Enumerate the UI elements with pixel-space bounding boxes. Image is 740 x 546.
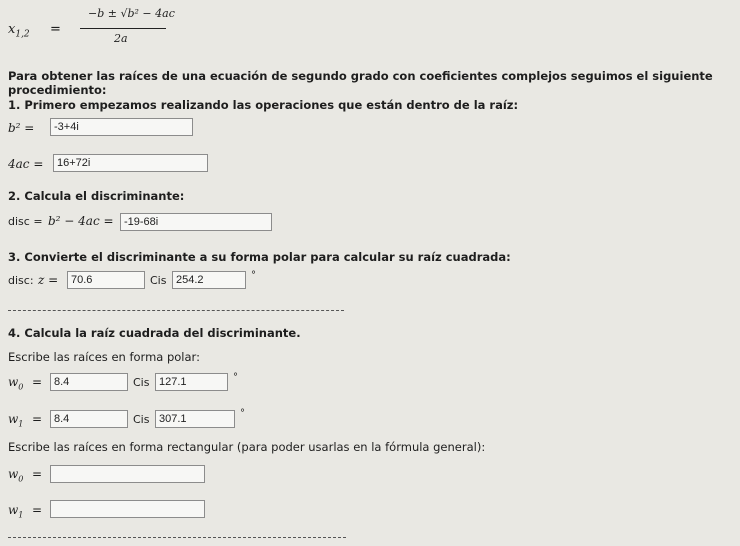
formula-numerator: −b ± √b² − 4ac (88, 7, 175, 20)
w0-rect-label: $w_0$ (8, 467, 24, 484)
w1-label: $w_1$ (8, 412, 24, 429)
w1-rect-eq: = (32, 503, 43, 517)
step4-heading: 4. Calcula la raíz cuadrada del discriminante. (8, 326, 301, 340)
w1-rect-label: $w_1$ (8, 503, 24, 520)
formula-lhs: $x_{1,2}$ (8, 22, 30, 40)
fourac-label: 4ac = (8, 157, 44, 171)
w0-degree-symbol: ° (233, 372, 238, 383)
b2-input[interactable]: -3+4i (50, 118, 193, 136)
step2-heading: 2. Calcula el discriminante: (8, 189, 185, 203)
intro-text: Para obtener las raíces de una ecuación de segundo grado con coeficientes complejos seguimos el siguiente procedimiento: (8, 69, 713, 97)
modulus-input[interactable]: 70.6 (67, 271, 145, 289)
step1-heading: 1. Primero empezamos realizando las operaciones que están dentro de la raíz: (8, 98, 519, 112)
disc-prefix: disc: (8, 274, 34, 287)
w1-rect-input[interactable] (50, 500, 205, 518)
formula-denominator: 2a (114, 32, 128, 45)
disc-input[interactable]: -19-68i (120, 213, 272, 231)
w0-eq: = (32, 375, 43, 389)
w1-degree-symbol: ° (240, 408, 245, 419)
w0-rect-eq: = (32, 467, 43, 481)
rect-heading: Escribe las raíces en forma rectangular (para poder usarlas en la fórmula general): (8, 440, 486, 454)
w1-modulus-input[interactable]: 8.4 (50, 410, 128, 428)
divider-1 (8, 310, 344, 311)
step3-heading: 3. Convierte el discriminante a su forma polar para calcular su raíz cuadrada: (8, 250, 511, 264)
degree-symbol: ° (251, 270, 256, 281)
w0-angle-input[interactable]: 127.1 (155, 373, 228, 391)
w0-cis-label: Cis (133, 376, 150, 389)
b2-label: b² = (8, 121, 35, 135)
w0-rect-input[interactable] (50, 465, 205, 483)
cis-label: Cis (150, 274, 167, 287)
w1-angle-input[interactable]: 307.1 (155, 410, 235, 428)
polar-heading: Escribe las raíces en forma polar: (8, 350, 200, 364)
w1-eq: = (32, 412, 43, 426)
disc-label-text: disc = (8, 215, 43, 228)
fourac-input[interactable]: 16+72i (53, 154, 208, 172)
w0-label: $w_0$ (8, 375, 24, 392)
w0-modulus-input[interactable]: 8.4 (50, 373, 128, 391)
formula-eq: = (50, 22, 61, 37)
divider-2 (8, 537, 346, 538)
formula-fraction-bar (80, 28, 166, 29)
z-label: z = (38, 273, 59, 287)
disc-label-math: b² − 4ac = (48, 214, 114, 228)
angle-input[interactable]: 254.2 (172, 271, 246, 289)
w1-cis-label: Cis (133, 413, 150, 426)
